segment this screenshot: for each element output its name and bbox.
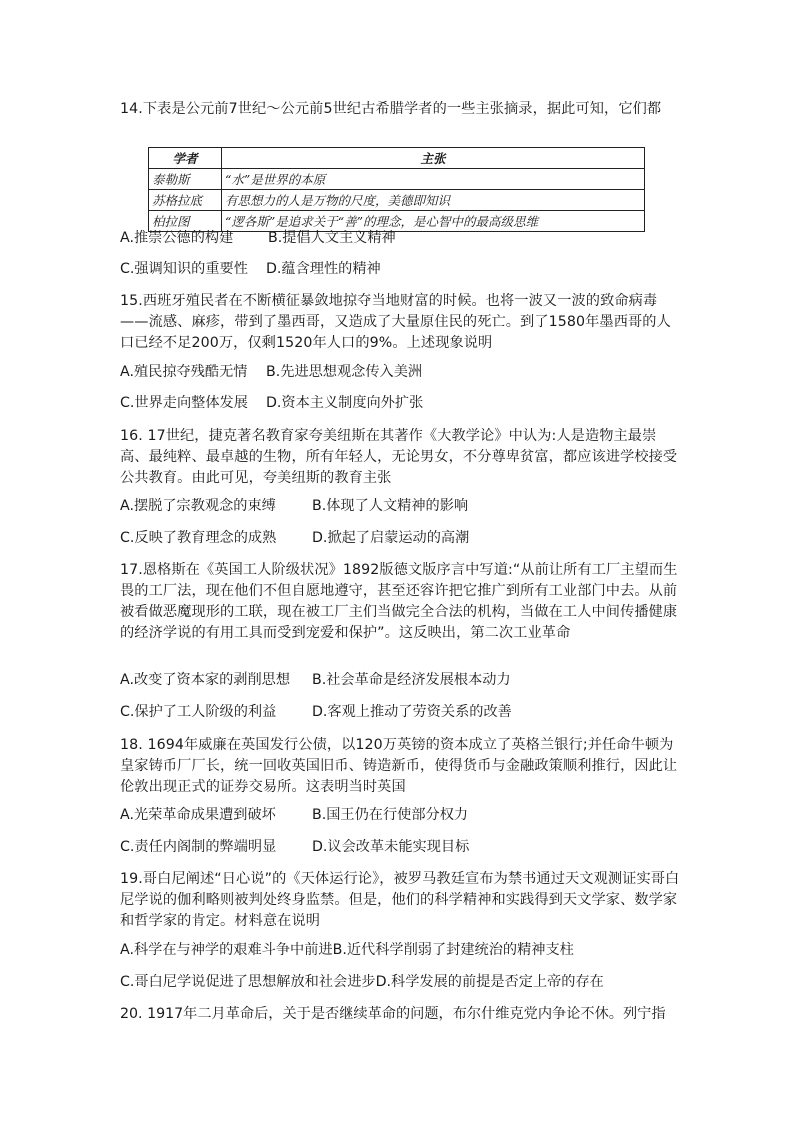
option-a[interactable]: A.殖民掠夺残酷无情 [120, 364, 248, 380]
scholars-table [148, 147, 645, 232]
table-cell-name: 苏格拉底 [149, 190, 222, 211]
question-17-stem: 17.恩格斯在《英国工人阶级状况》1892版德文版序言中写道:“从前让所有工厂主望而生畏的工厂法，现在他们不但自愿地遵守，甚至还容许把它推广到所有工业部门中去。从前被看做恶魔现形的工联，现在被工厂主们当做完全合法的机构，当做在工人中间传播健康的经济学说的有用工具而受到宠爱和保护”。这反映出，第二次工业革命 [120, 562, 678, 641]
question-14-options-row-1 [120, 228, 396, 248]
table-header-claim: 主张 [222, 148, 645, 169]
option-d[interactable]: D.蕴含理性的精神 [266, 261, 381, 277]
question-19-options-row-2 [120, 972, 604, 992]
option-c[interactable]: C.哥白尼学说促进了思想解放和社会进步 [120, 974, 376, 990]
table-cell-name: 柏拉图 [149, 211, 222, 232]
option-a[interactable]: A.科学在与神学的艰难斗争中前进 [120, 942, 333, 958]
table-cell-claim: “水”是世界的本原 [222, 169, 645, 190]
option-b[interactable]: B.近代科学削弱了封建统治的精神支柱 [332, 942, 574, 958]
question-18-options-row-1 [120, 805, 468, 825]
question-19-stem: 19.哥白尼阐述“日心说”的《天体运行论》，被罗马教廷宣布为禁书通过天文观测证实哥白尼学说的伽利略则被判处终身监禁。但是，他们的科学精神和实践得到天文学家、数学家和哲学家的肯定。材料意在说明 [120, 871, 680, 929]
table-row [149, 169, 645, 190]
option-a[interactable]: A.摆脱了宗教观念的束缚 [120, 498, 276, 514]
option-d[interactable]: D.议会改革未能实现目标 [312, 839, 470, 855]
question-16-stem: 16. 17世纪，捷克著名教育家夸美纽斯在其著作《大教学论》中认为:人是造物主最崇高、最纯粹、最卓越的生物，所有年轻人，无论男女，不分尊卑贫富，都应该进学校接受公共教育。由此可见，夸美纽斯的教育主张 [120, 428, 678, 486]
question-20-stem: 20. 1917年二月革命后，关于是否继续革命的问题，布尔什维克党内争论不休。列宁指 [120, 1006, 666, 1022]
question-18-stem: 18. 1694年威廉在英国发行公债，以120万英镑的资本成立了英格兰银行;并任命牛顿为皇家铸币厂厂长，统一回收英国旧币、铸造新币，使得货币与金融政策顺利推行，因此让伦敦出现正式的证券交易所。这表明当时英国 [120, 737, 678, 795]
option-b[interactable]: B.体现了人文精神的影响 [312, 498, 469, 514]
option-a[interactable]: A.改变了资本家的剥削思想 [120, 672, 291, 688]
table-cell-name: 泰勒斯 [149, 169, 222, 190]
option-c[interactable]: C.强调知识的重要性 [120, 261, 248, 277]
table-header-row [149, 148, 645, 169]
question-17-options-row-2 [120, 702, 512, 722]
option-b[interactable]: B.先进思想观念传入美洲 [266, 364, 423, 380]
option-c[interactable]: C.责任内阁制的弊端明显 [120, 839, 277, 855]
option-d[interactable]: D.科学发展的前提是否定上帝的存在 [375, 974, 604, 990]
question-14-stem: 14.下表是公元前7世纪～公元前5世纪古希腊学者的一些主张摘录，据此可知，它们都 [120, 101, 662, 117]
table-header-scholar: 学者 [149, 148, 222, 169]
question-16-options-row-1 [120, 496, 468, 516]
table-cell-claim: 有思想力的人是万物的尺度，美德即知识 [222, 190, 645, 211]
option-a[interactable]: A.推崇公德的构建 [120, 230, 234, 246]
option-b[interactable]: B.提倡人文主义精神 [268, 230, 396, 246]
question-18-options-row-2 [120, 837, 469, 857]
option-d[interactable]: D.客观上推动了劳资关系的改善 [312, 704, 512, 720]
option-d[interactable]: D.掀起了启蒙运动的高潮 [312, 530, 470, 546]
question-19-options-row-1 [120, 940, 574, 960]
question-14-options-row-2 [120, 259, 381, 279]
option-c[interactable]: C.世界走向整体发展 [120, 395, 248, 411]
option-b[interactable]: B.社会革命是经济发展根本动力 [312, 672, 511, 688]
question-15-options-row-2 [120, 393, 423, 413]
question-16-options-row-2 [120, 528, 469, 548]
option-a[interactable]: A.光荣革命成果遭到破坏 [120, 807, 276, 823]
table-cell-claim: “逻各斯”是追求关于“善”的理念，是心智中的最高级思维 [222, 211, 645, 232]
option-d[interactable]: D.资本主义制度向外扩张 [266, 395, 424, 411]
question-15-options-row-1 [120, 362, 422, 382]
question-17-options-row-1 [120, 670, 511, 690]
question-15-stem: 15.西班牙殖民者在不断横征暴敛地掠夺当地财富的时候。也将一波又一波的致命病毒——流感、麻疹，带到了墨西哥，又造成了大量原住民的死亡。到了1580年墨西哥的人口已经不足200万，仅剩1520年人口的9%。上述现象说明 [120, 293, 671, 351]
table-row [149, 190, 645, 211]
option-b[interactable]: B.国王仍在行使部分权力 [312, 807, 469, 823]
option-c[interactable]: C.反映了教育理念的成熟 [120, 530, 277, 546]
option-c[interactable]: C.保护了工人阶级的利益 [120, 704, 277, 720]
